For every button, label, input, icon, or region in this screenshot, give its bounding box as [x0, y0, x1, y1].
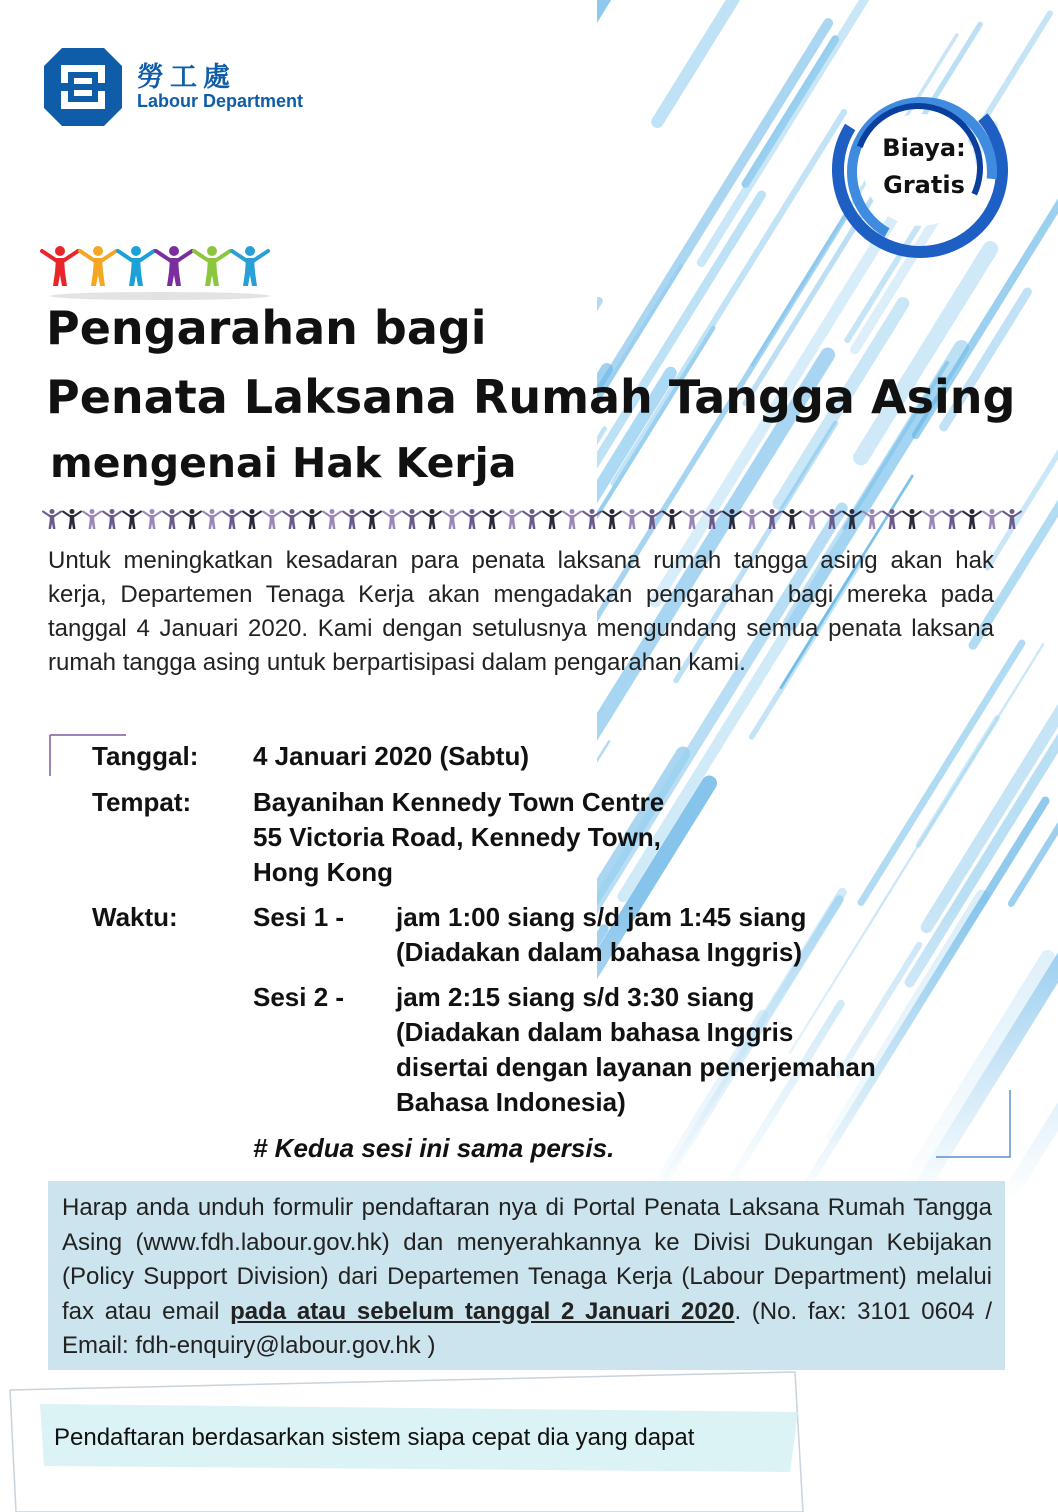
first-come-first-served-note: Pendaftaran berdasarkan sistem siapa cepat dia yang dapat	[54, 1424, 695, 1451]
session-2-line: disertai dengan layanan penerjemahan	[396, 1052, 876, 1082]
fee-value: Gratis	[883, 171, 965, 199]
session-1-line: (Diadakan dalam bahasa Inggris)	[396, 937, 803, 967]
fee-badge-text	[865, 130, 983, 204]
fee-label: Biaya:	[882, 134, 966, 162]
date-value: 4 Januari 2020 (Sabtu)	[253, 741, 529, 771]
logo-chinese-text: 勞工處	[137, 62, 236, 93]
registration-instructions: Harap anda unduh formulir pendaftaran nya di Portal Penata Laksana Rumah Tangga Asing (www.fdh.labour.gov.hk) dan menyerahkannya ke Divisi Dukungan Kebijakan (Policy Support Division) dari Departemen Tenaga Kerja (Labour Department) melalui fax atau email	[62, 1194, 992, 1325]
sessions-note: # Kedua sesi ini sama persis.	[253, 1133, 615, 1163]
title-line-1: Pengarahan bagi	[46, 301, 487, 355]
venue-line: 55 Victoria Road, Kennedy Town,	[253, 822, 661, 852]
people-divider-icon	[42, 508, 1022, 532]
registration-text	[62, 1191, 992, 1364]
venue-line: Hong Kong	[253, 857, 394, 887]
intro-paragraph: Untuk meningkatkan kesadaran para penata laksana rumah tangga asing akan hak kerja, Departemen Tenaga Kerja akan mengadakan pengarahan bagi mereka pada tanggal 4 Januari 2020. Kami dengan setulusnya mengundang semua penata laksana rumah tangga asing untuk berpartisipasi dalam pengarahan kami.	[48, 547, 994, 676]
venue-line: Bayanihan Kennedy Town Centre	[253, 787, 665, 817]
people-group-icon	[40, 240, 280, 302]
labour-department-logo-icon	[44, 48, 122, 126]
title-line-2: Penata Laksana Rumah Tangga Asing	[46, 370, 1016, 424]
session-2-line: jam 2:15 siang s/d 3:30 siang	[396, 982, 755, 1012]
time-label: Waktu:	[92, 902, 178, 932]
logo-english-text: Labour Department	[137, 91, 304, 111]
session-1-label: Sesi 1 -	[253, 902, 345, 932]
venue-label: Tempat:	[92, 787, 192, 817]
date-label: Tanggal:	[92, 741, 199, 771]
registration-contact: . (No. fax: 3101 0604 / Email: fdh-enquiry@labour.gov.hk )	[62, 1297, 993, 1359]
session-2-line: Bahasa Indonesia)	[396, 1087, 626, 1117]
session-2-label: Sesi 2 -	[253, 982, 345, 1012]
session-2-line: (Diadakan dalam bahasa Inggris	[396, 1017, 794, 1047]
title-line-3: mengenai Hak Kerja	[50, 439, 517, 487]
session-1-line: jam 1:00 siang s/d jam 1:45 siang	[396, 902, 807, 932]
registration-deadline: pada atau sebelum tanggal 2 Januari 2020	[230, 1297, 735, 1325]
